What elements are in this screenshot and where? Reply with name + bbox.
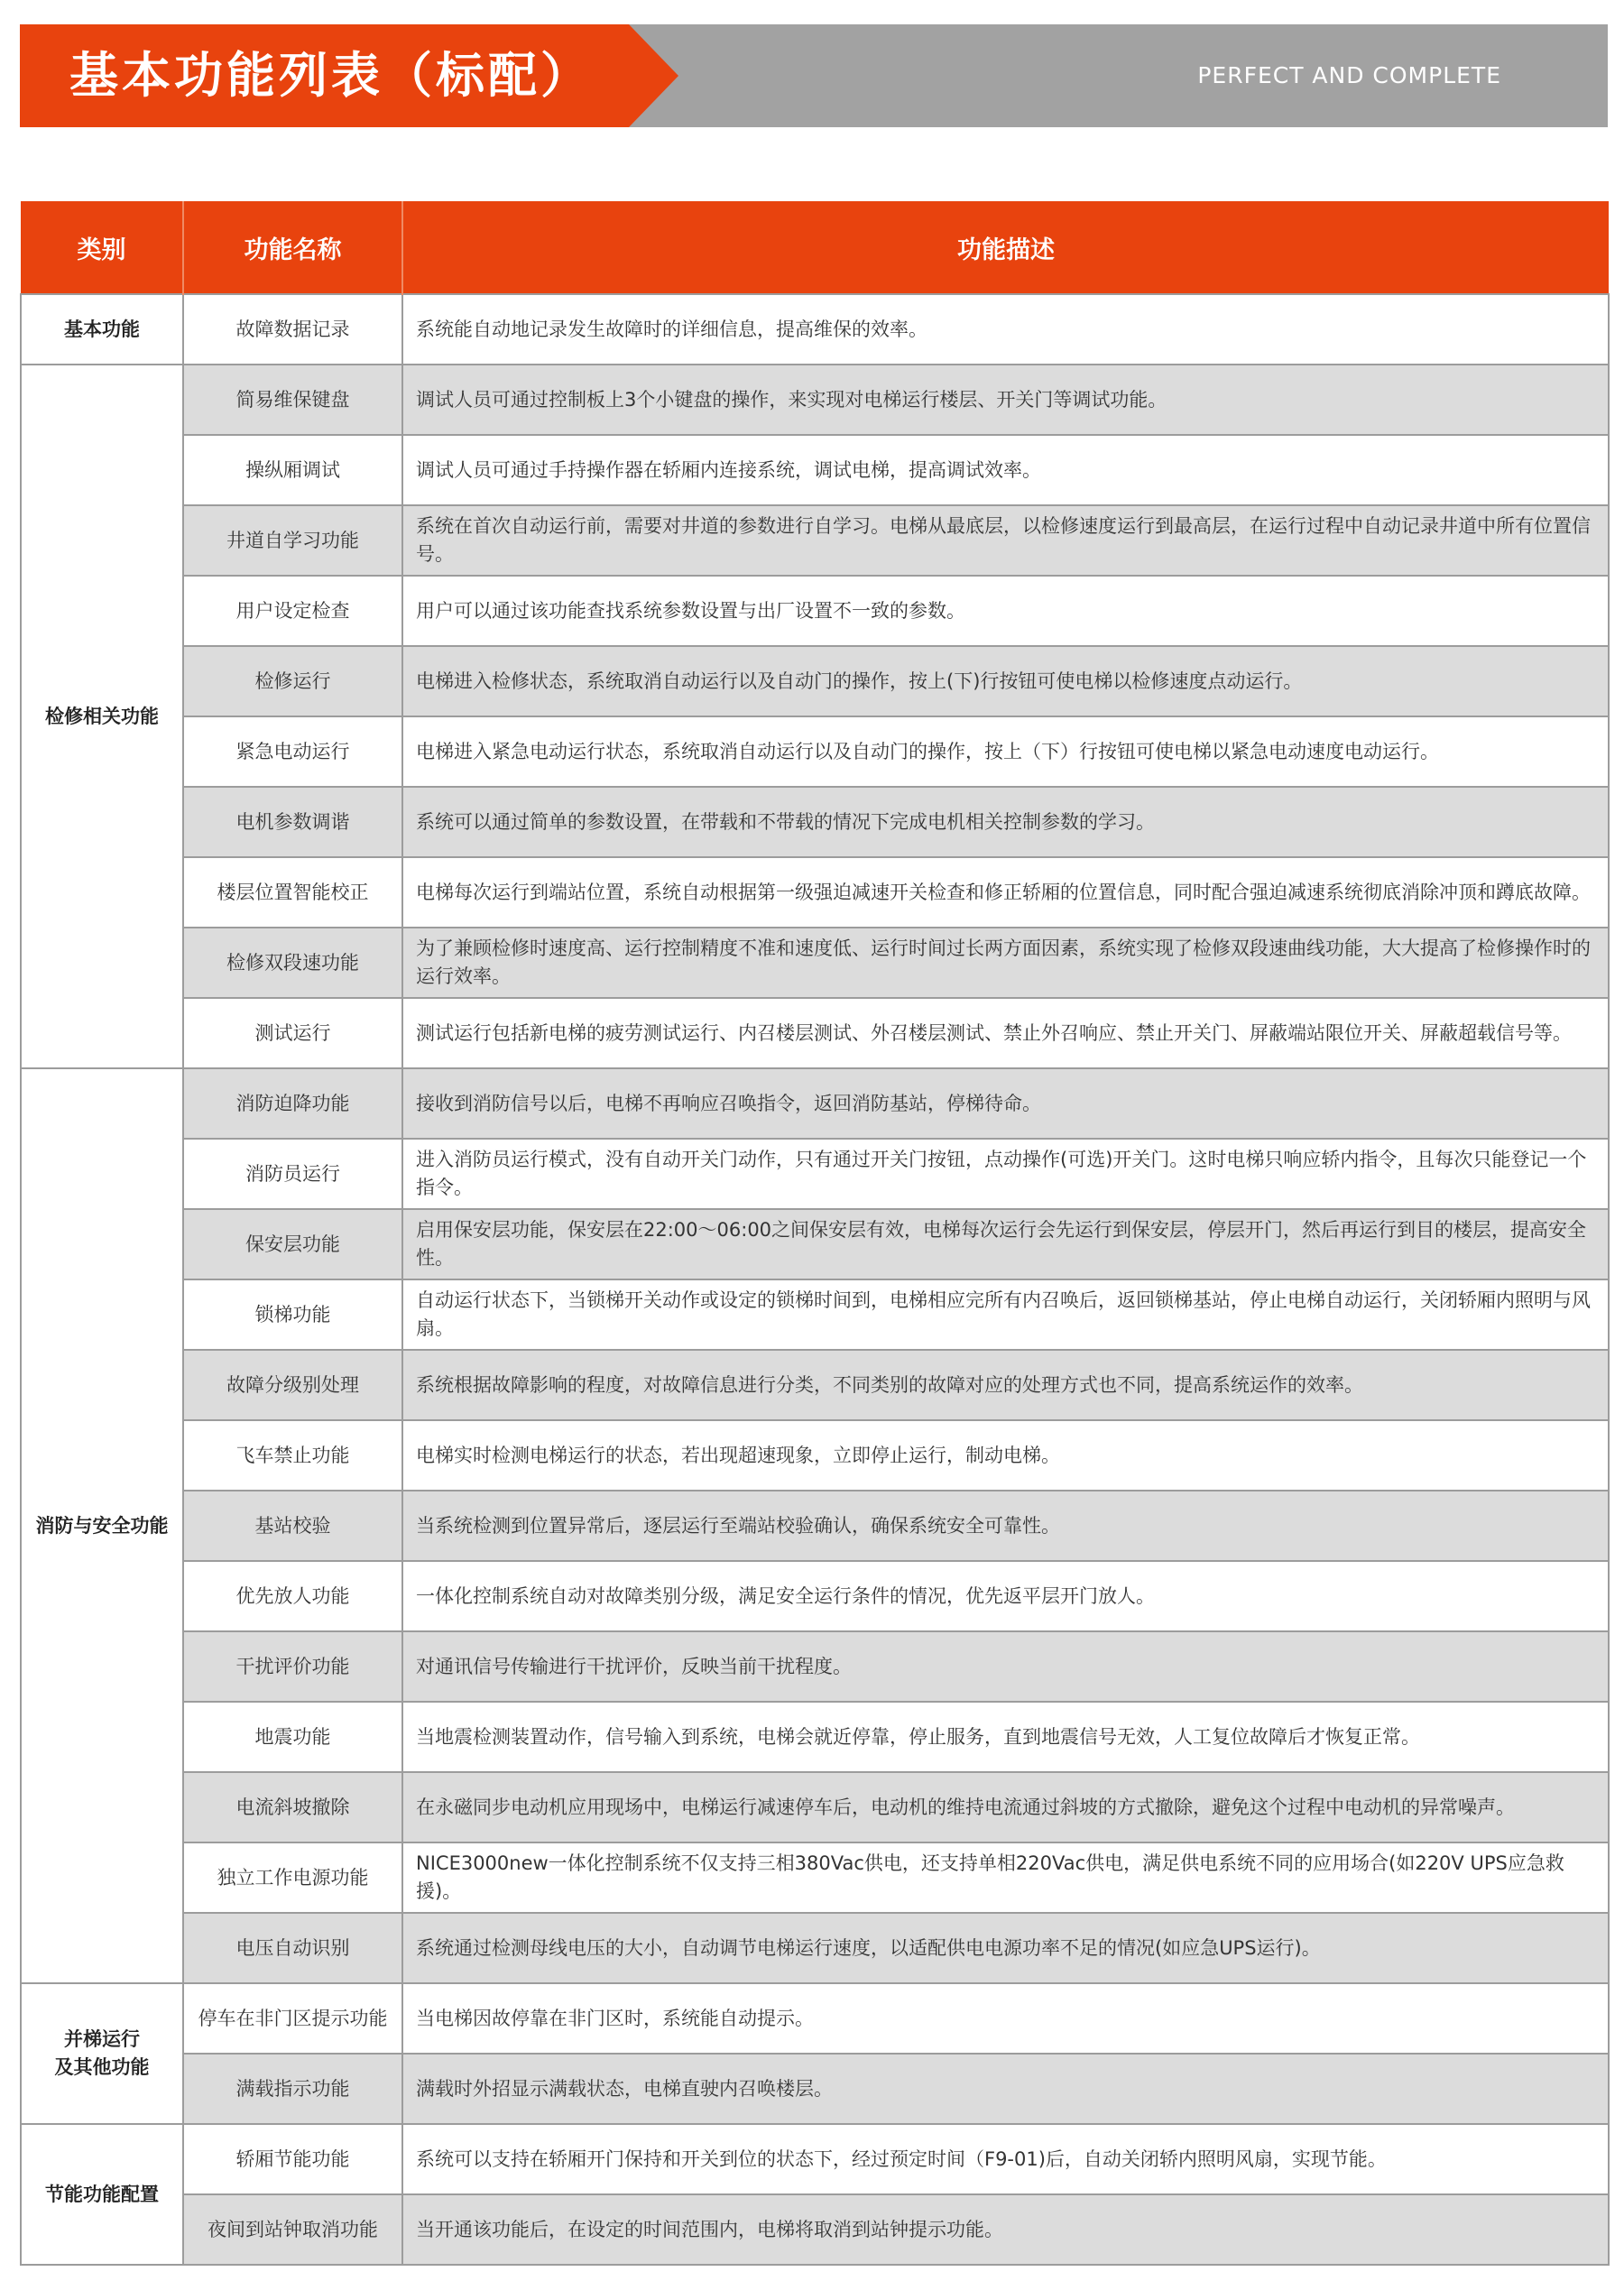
function-name-cell: 电流斜坡撤除	[183, 1772, 402, 1842]
function-table	[20, 201, 1610, 2266]
function-name-cell: 干扰评价功能	[183, 1631, 402, 1702]
header-banner	[20, 24, 1608, 127]
function-name-cell: 故障分级别处理	[183, 1350, 402, 1420]
function-desc-cell: 为了兼顾检修时速度高、运行控制精度不准和速度低、运行时间过长两方面因素，系统实现了检修双段速曲线功能，大大提高了检修操作时的运行效率。	[402, 928, 1609, 998]
table-row	[21, 576, 1609, 646]
table-row	[21, 2194, 1609, 2265]
column-header-function-desc: 功能描述	[402, 201, 1609, 294]
function-name-cell: 简易维保键盘	[183, 365, 402, 435]
table-row	[21, 1350, 1609, 1420]
function-desc-cell: 启用保安层功能，保安层在22:00～06:00之间保安层有效，电梯每次运行会先运行到保安层，停层开门，然后再运行到目的楼层，提高安全性。	[402, 1209, 1609, 1279]
table-row	[21, 2124, 1609, 2194]
table-row	[21, 1702, 1609, 1772]
table-row	[21, 1561, 1609, 1631]
table-row	[21, 1279, 1609, 1350]
table-row	[21, 435, 1609, 505]
function-name-cell: 紧急电动运行	[183, 716, 402, 787]
function-name-cell: 用户设定检查	[183, 576, 402, 646]
table-row	[21, 365, 1609, 435]
table-row	[21, 294, 1609, 365]
function-name-cell: 轿厢节能功能	[183, 2124, 402, 2194]
column-header-category: 类别	[21, 201, 183, 294]
function-desc-cell: 接收到消防信号以后，电梯不再响应召唤指令，返回消防基站，停梯待命。	[402, 1068, 1609, 1139]
function-desc-cell: 当开通该功能后，在设定的时间范围内，电梯将取消到站钟提示功能。	[402, 2194, 1609, 2265]
category-cell: 并梯运行 及其他功能	[21, 1983, 183, 2124]
function-desc-cell: 当地震检测装置动作，信号输入到系统，电梯会就近停靠，停止服务，直到地震信号无效，人工复位故障后才恢复正常。	[402, 1702, 1609, 1772]
table-row	[21, 928, 1609, 998]
function-desc-cell: 系统可以通过简单的参数设置，在带载和不带载的情况下完成电机相关控制参数的学习。	[402, 787, 1609, 857]
table-row	[21, 1068, 1609, 1139]
function-desc-cell: 在永磁同步电动机应用现场中，电梯运行减速停车后，电动机的维持电流通过斜坡的方式撤除，避免这个过程中电动机的异常噪声。	[402, 1772, 1609, 1842]
function-name-cell: 锁梯功能	[183, 1279, 402, 1350]
function-desc-cell: 当电梯因故停靠在非门区时，系统能自动提示。	[402, 1983, 1609, 2054]
table-row	[21, 998, 1609, 1068]
function-desc-cell: 系统在首次自动运行前，需要对井道的参数进行自学习。电梯从最底层，以检修速度运行到最高层，在运行过程中自动记录井道中所有位置信号。	[402, 505, 1609, 576]
function-desc-cell: 一体化控制系统自动对故障类别分级，满足安全运行条件的情况，优先返平层开门放人。	[402, 1561, 1609, 1631]
function-name-cell: 检修双段速功能	[183, 928, 402, 998]
table-row	[21, 1631, 1609, 1702]
table-row	[21, 1983, 1609, 2054]
function-name-cell: 井道自学习功能	[183, 505, 402, 576]
table-row	[21, 646, 1609, 716]
table-row	[21, 787, 1609, 857]
function-desc-cell: 用户可以通过该功能查找系统参数设置与出厂设置不一致的参数。	[402, 576, 1609, 646]
category-cell: 节能功能配置	[21, 2124, 183, 2265]
function-name-cell: 消防迫降功能	[183, 1068, 402, 1139]
function-name-cell: 电压自动识别	[183, 1913, 402, 1983]
function-name-cell: 满载指示功能	[183, 2054, 402, 2124]
function-name-cell: 故障数据记录	[183, 294, 402, 365]
table-row	[21, 2054, 1609, 2124]
table-row	[21, 716, 1609, 787]
function-name-cell: 测试运行	[183, 998, 402, 1068]
function-desc-cell: 满载时外招显示满载状态，电梯直驶内召唤楼层。	[402, 2054, 1609, 2124]
page-subtitle: PERFECT AND COMPLETE	[1197, 62, 1501, 88]
function-desc-cell: 系统根据故障影响的程度，对故障信息进行分类，不同类别的故障对应的处理方式也不同，提高系统运作的效率。	[402, 1350, 1609, 1420]
function-name-cell: 保安层功能	[183, 1209, 402, 1279]
table-row	[21, 505, 1609, 576]
function-name-cell: 地震功能	[183, 1702, 402, 1772]
table-row	[21, 857, 1609, 928]
category-cell: 检修相关功能	[21, 365, 183, 1068]
table-body	[21, 294, 1609, 2265]
function-name-cell: 夜间到站钟取消功能	[183, 2194, 402, 2265]
function-name-cell: 操纵厢调试	[183, 435, 402, 505]
column-header-function-name: 功能名称	[183, 201, 402, 294]
function-desc-cell: 电梯每次运行到端站位置，系统自动根据第一级强迫减速开关检查和修正轿厢的位置信息，同时配合强迫减速系统彻底消除冲顶和蹲底故障。	[402, 857, 1609, 928]
function-desc-cell: 当系统检测到位置异常后，逐层运行至端站校验确认，确保系统安全可靠性。	[402, 1491, 1609, 1561]
function-name-cell: 检修运行	[183, 646, 402, 716]
function-name-cell: 基站校验	[183, 1491, 402, 1561]
function-desc-cell: 电梯进入紧急电动运行状态，系统取消自动运行以及自动门的操作，按上（下）行按钮可使电梯以紧急电动速度电动运行。	[402, 716, 1609, 787]
function-name-cell: 停车在非门区提示功能	[183, 1983, 402, 2054]
table-row	[21, 1772, 1609, 1842]
function-name-cell: 飞车禁止功能	[183, 1420, 402, 1491]
function-desc-cell: NICE3000new一体化控制系统不仅支持三相380Vac供电，还支持单相220Vac供电，满足供电系统不同的应用场合(如220V UPS应急救援)。	[402, 1842, 1609, 1913]
function-desc-cell: 系统能自动地记录发生故障时的详细信息，提高维保的效率。	[402, 294, 1609, 365]
function-desc-cell: 电梯进入检修状态，系统取消自动运行以及自动门的操作，按上(下)行按钮可使电梯以检修速度点动运行。	[402, 646, 1609, 716]
table-header-row	[21, 201, 1609, 294]
function-name-cell: 独立工作电源功能	[183, 1842, 402, 1913]
table-row	[21, 1420, 1609, 1491]
table-row	[21, 1491, 1609, 1561]
table-row	[21, 1209, 1609, 1279]
function-name-cell: 优先放人功能	[183, 1561, 402, 1631]
function-desc-cell: 系统可以支持在轿厢开门保持和开关到位的状态下，经过预定时间（F9-01)后，自动关闭轿内照明风扇，实现节能。	[402, 2124, 1609, 2194]
table-row	[21, 1842, 1609, 1913]
function-desc-cell: 电梯实时检测电梯运行的状态，若出现超速现象，立即停止运行，制动电梯。	[402, 1420, 1609, 1491]
function-desc-cell: 自动运行状态下，当锁梯开关动作或设定的锁梯时间到，电梯相应完所有内召唤后，返回锁梯基站，停止电梯自动运行，关闭轿厢内照明与风扇。	[402, 1279, 1609, 1350]
table-row	[21, 1913, 1609, 1983]
function-desc-cell: 调试人员可通过控制板上3个小键盘的操作，来实现对电梯运行楼层、开关门等调试功能。	[402, 365, 1609, 435]
function-desc-cell: 系统通过检测母线电压的大小，自动调节电梯运行速度，以适配供电电源功率不足的情况(如应急UPS运行)。	[402, 1913, 1609, 1983]
page-title: 基本功能列表（标配）	[69, 47, 593, 104]
function-name-cell: 楼层位置智能校正	[183, 857, 402, 928]
function-desc-cell: 调试人员可通过手持操作器在轿厢内连接系统，调试电梯，提高调试效率。	[402, 435, 1609, 505]
function-name-cell: 消防员运行	[183, 1139, 402, 1209]
function-desc-cell: 进入消防员运行模式，没有自动开关门动作，只有通过开关门按钮，点动操作(可选)开关门。这时电梯只响应轿内指令，且每次只能登记一个指令。	[402, 1139, 1609, 1209]
category-cell: 消防与安全功能	[21, 1068, 183, 1983]
function-desc-cell: 测试运行包括新电梯的疲劳测试运行、内召楼层测试、外召楼层测试、禁止外召响应、禁止开关门、屏蔽端站限位开关、屏蔽超载信号等。	[402, 998, 1609, 1068]
table-row	[21, 1139, 1609, 1209]
category-cell: 基本功能	[21, 294, 183, 365]
function-name-cell: 电机参数调谐	[183, 787, 402, 857]
function-desc-cell: 对通讯信号传输进行干扰评价，反映当前干扰程度。	[402, 1631, 1609, 1702]
